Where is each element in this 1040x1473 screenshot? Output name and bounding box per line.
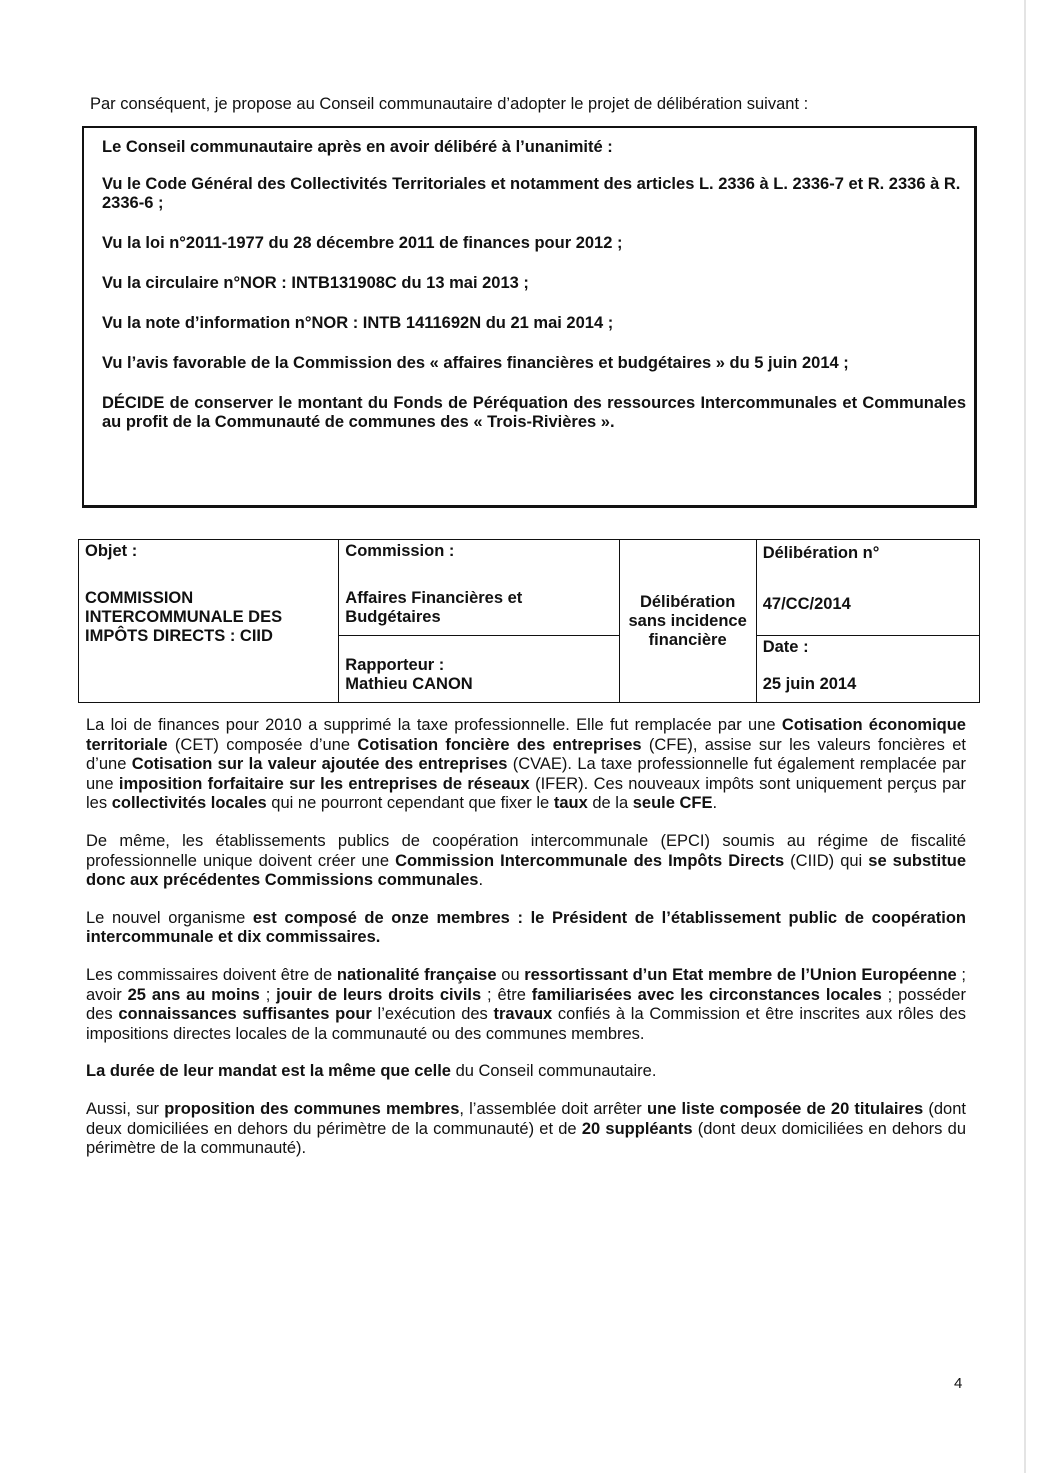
paragraph-taxe-professionnelle: La loi de finances pour 2010 a supprimé la taxe professionnelle. Elle fut remplacée par une Cotisation économique territoriale (CET) composée d’une Cotisation foncière des entreprises (CFE), assise sur les valeurs foncières et d’une Cotisation sur la valeur ajoutée des entreprises (CVAE). La taxe professionnelle fut également remplacée par une imposition forfaitaire sur les entreprises de réseaux (IFER). Ces nouveaux impôts sont uniquement perçus par les collectivités locales qui ne pourront cependant que fixer le taux de la seule CFE.	[86, 716, 967, 813]
date-cell	[756, 636, 979, 703]
objet-value: COMMISSION INTERCOMMUNALE DES IMPÔTS DIRECTS : CIID	[85, 589, 283, 645]
paragraph-mandat: La durée de leur mandat est la même que celle du Conseil communautaire.	[86, 1062, 657, 1081]
page-number: 4	[954, 1375, 963, 1392]
deliberation-number-value: 47/CC/2014	[762, 595, 851, 613]
commission-value: Affaires Financières et Budgétaires	[345, 589, 523, 626]
intro-sentence: Par conséquent, je propose au Conseil communautaire d’adopter le projet de délibération suivant :	[90, 95, 809, 113]
scan-edge-line	[1024, 0, 1026, 1473]
vu-avis: Vu l’avis favorable de la Commission des « affaires financières et budgétaires » du 5 juin 2014 ;	[102, 354, 849, 372]
rapporteur-label: Rapporteur :	[345, 656, 445, 674]
decision-header: Le Conseil communautaire après en avoir délibéré à l’unanimité :	[102, 138, 613, 156]
paragraph-commissaires: Les commissaires doivent être de nationalité française ou ressortissant d’un Etat membre de l’Union Européenne ; avoir 25 ans au moins ; jouir de leurs droits civils ; être familiarisées avec les circonstances locales ; posséder des connaissances suffisantes pour l’exécution des travaux confiés à la Commission et être inscrites aux rôles des impositions directes locales de la communauté ou des communes membres.	[86, 965, 966, 1043]
rapporteur-value: Mathieu CANON	[345, 675, 473, 693]
incidence-cell	[619, 540, 756, 703]
objet-cell	[79, 540, 339, 703]
date-value: 25 juin 2014	[762, 675, 857, 693]
commission-label: Commission :	[345, 542, 455, 560]
paragraph-composition: Le nouvel organisme est composé de onze membres : le Président de l’établissement public de coopération intercommunale et dix commissaires.	[86, 908, 966, 947]
deliberation-number-cell	[756, 540, 979, 636]
deliberation-meta-table	[78, 539, 980, 703]
commission-cell	[339, 540, 619, 636]
paragraph-liste: Aussi, sur proposition des communes membres, l’assemblée doit arrêter une liste composée de 20 titulaires (dont deux domiciliées en dehors du périmètre de la communauté) et de 20 suppléants (dont deux domiciliées en dehors du périmètre de la communauté).	[86, 1099, 967, 1158]
deliberation-number-label: Délibération n°	[762, 544, 880, 562]
decide-clause: DÉCIDE de conserver le montant du Fonds de Péréquation des ressources Intercommunales et Communales au profit de la Communauté de communes des « Trois-Rivières ».	[102, 394, 966, 431]
body-text	[86, 716, 966, 1177]
vu-circulaire: Vu la circulaire n°NOR : INTB131908C du 13 mai 2013 ;	[102, 274, 529, 292]
vu-note: Vu la note d’information n°NOR : INTB 1411692N du 21 mai 2014 ;	[102, 314, 614, 332]
objet-label: Objet :	[85, 542, 138, 560]
date-label: Date :	[762, 638, 809, 656]
incidence-text: Délibération sans incidence financière	[628, 592, 747, 649]
vu-loi: Vu la loi n°2011-1977 du 28 décembre 2011 de finances pour 2012 ;	[102, 234, 623, 252]
rapporteur-cell	[339, 636, 619, 703]
vu-code: Vu le Code Général des Collectivités Territoriales et notamment des articles L. 2336 à L. 2336-7 et R. 2336 à R. 2336-6 ;	[102, 175, 961, 212]
paragraph-ciid: De même, les établissements publics de coopération intercommunale (EPCI) soumis au régime de fiscalité professionnelle unique doivent créer une Commission Intercommunale des Impôts Directs (CIID) qui se substitue donc aux précédentes Commissions communales.	[86, 831, 966, 890]
decision-box	[82, 126, 977, 508]
